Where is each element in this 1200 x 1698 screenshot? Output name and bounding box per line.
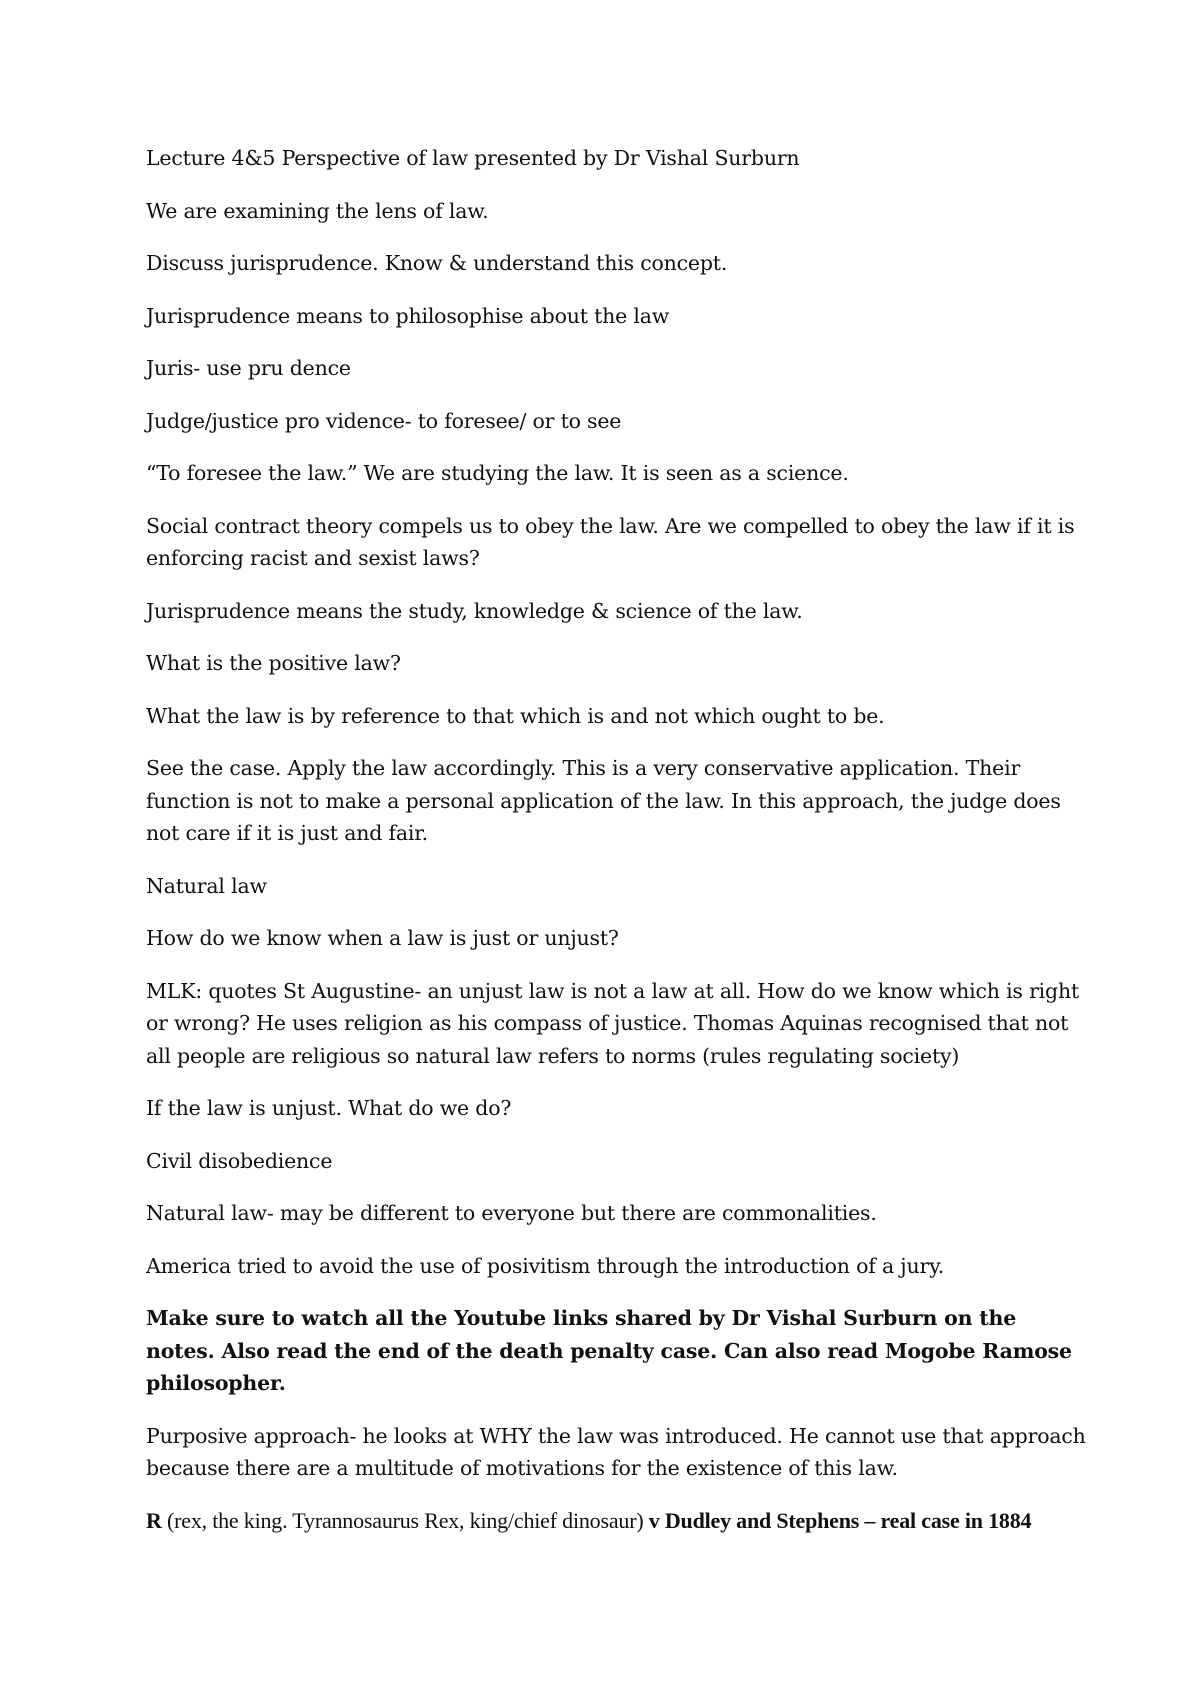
paragraph: What the law is by reference to that which is and not which ought to be. [146,703,885,728]
paragraph: Civil disobedience [146,1148,333,1173]
paragraph: Natural law- may be different to everyone but there are commonalities. [146,1201,877,1225]
paragraph: America tried to avoid the use of posivitism through the introduction of a jury. [146,1253,945,1278]
paragraph: Social contract theory compels us to obey the law. Are we compelled to obey the law if it is enforcing racist and sexist laws? [146,513,1075,570]
paragraph: Judge/justice pro vidence- to foresee/ or to see [146,408,622,433]
case-letter: R [146,1507,162,1533]
paragraph: How do we know when a law is just or unjust? [146,926,619,950]
paragraph: Jurisprudence means the study, knowledge & science of the law. [146,598,803,623]
paragraph: MLK: quotes St Augustine- an unjust law is not a law at all. How do we know which is right or wrong? He uses religion as his compass of justice. Thomas Aquinas recognised that not all people are religious so natural law refers to norms (rules regulating society) [146,978,1079,1068]
paragraph: See the case. Apply the law accordingly. This is a very conservative application. Their function is not to make a personal application of the law. In this approach, the judge does not care if it is just and fair. [146,756,1061,845]
paragraph: Juris- use pru dence [146,356,351,380]
case-citation [146,1505,1086,1538]
paragraph: Jurisprudence means to philosophise about the law [146,303,670,328]
paragraph: Natural law [146,873,267,898]
paragraph: We are examining the lens of law. [146,198,489,223]
case-name: v Dudley and Stephens – real case in 1884 [648,1507,1032,1533]
paragraph: Purposive approach- he looks at WHY the law was introduced. He cannot use that approach because there are a multitude of motivations for the existence of this law. [146,1423,1086,1480]
paragraph: What is the positive law? [146,651,401,675]
paragraph: If the law is unjust. What do we do? [146,1096,512,1120]
paragraph: Discuss jurisprudence. Know & understand this concept. [146,251,728,275]
case-gloss: (rex, the king. Tyrannosaurus Rex, king/chief dinosaur) [161,1507,649,1533]
paragraph: “To foresee the law.” We are studying the law. It is seen as a science. [146,461,849,485]
bold-note: Make sure to watch all the Youtube links shared by Dr Vishal Surburn on the notes. Also read the end of the death penalty case. Can also read Mogobe Ramose philosopher. [146,1306,1072,1395]
document-body [146,142,1086,1557]
lecture-title: Lecture 4&5 Perspective of law presented by Dr Vishal Surburn [146,146,800,170]
